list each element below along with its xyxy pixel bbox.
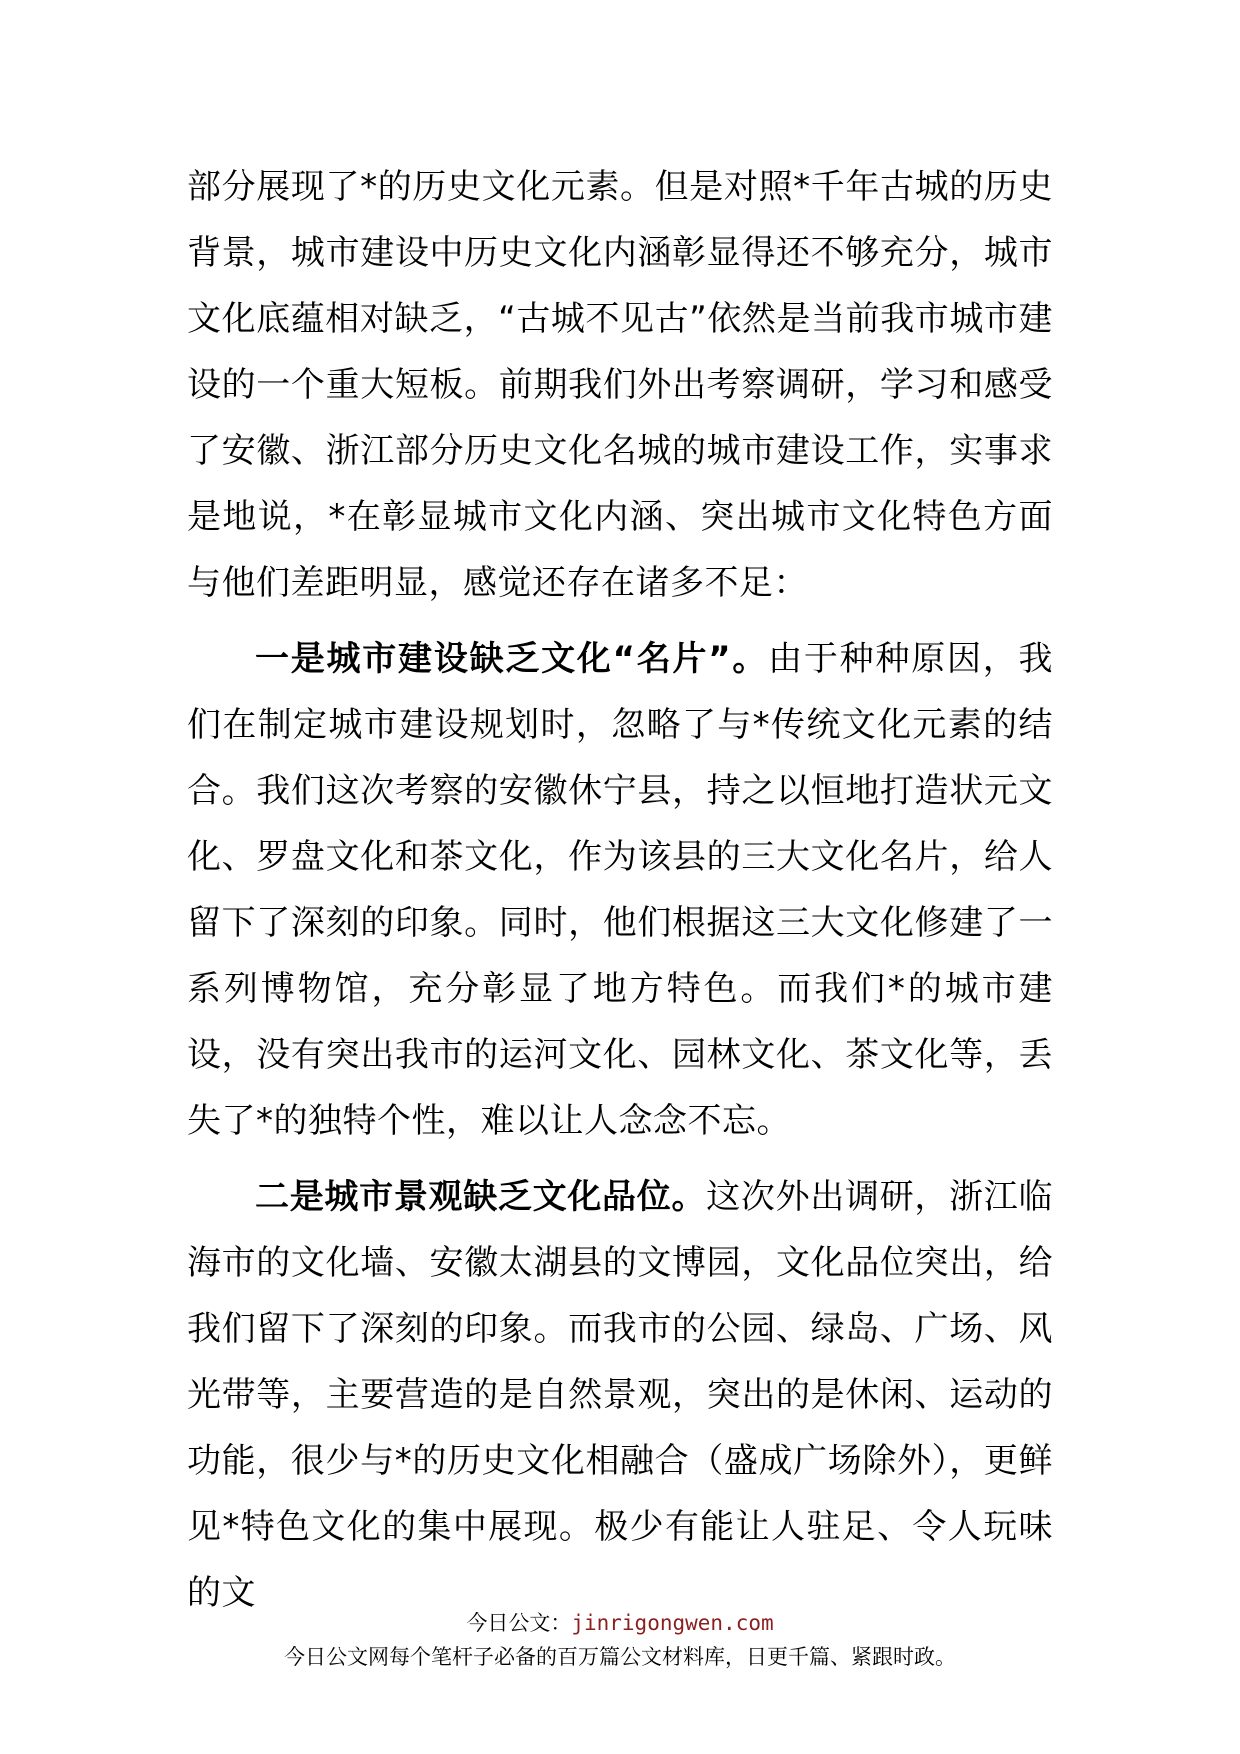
paragraph-lead: 二是城市景观缺乏文化品位。 — [255, 1177, 707, 1217]
footer-site-link[interactable]: jinrigongwen.com — [571, 1611, 774, 1635]
footer-tagline: 今日公文网每个笔杆子必备的百万篇公文材料库，日更千篇、紧跟时政。 — [284, 1645, 956, 1669]
paragraph-point-one — [187, 626, 1053, 1154]
paragraph-intro — [187, 154, 1053, 616]
paragraph-text: 部分展现了*的历史文化元素。但是对照*千年古城的历史背景，城市建设中历史文化内涵彰显得还不够充分，城市文化底蕴相对缺乏，“古城不见古”依然是当前我市城市建设的一个重大短板。前期我们外出考察调研，学习和感受了安徽、浙江部分历史文化名城的城市建设工作，实事求是地说，*在彰显城市文化内涵、突出城市文化特色方面与他们差距明显，感觉还存在诸多不足： — [187, 167, 1053, 603]
paragraph-lead: 一是城市建设缺乏文化“名片”。 — [255, 639, 769, 679]
footer-site-label: 今日公文： — [466, 1611, 572, 1635]
paragraph-point-two — [187, 1164, 1053, 1626]
paragraph-text: 这次外出调研，浙江临海市的文化墙、安徽太湖县的文博园，文化品位突出，给我们留下了深刻的印象。而我市的公园、绿岛、广场、风光带等，主要营造的是自然景观，突出的是休闲、运动的功能，很少与*的历史文化相融合（盛成广场除外），更鲜见*特色文化的集中展现。极少有能让人驻足、令人玩味的文 — [187, 1177, 1054, 1613]
footer-site-line — [0, 1608, 1240, 1638]
paragraph-text: 由于种种原因，我们在制定城市建设规划时，忽略了与*传统文化元素的结合。我们这次考察的安徽休宁县，持之以恒地打造状元文化、罗盘文化和茶文化，作为该县的三大文化名片，给人留下了深刻的印象。同时，他们根据这三大文化修建了一系列博物馆，充分彰显了地方特色。而我们*的城市建设，没有突出我市的运河文化、园林文化、茶文化等，丢失了*的独特个性，难以让人念念不忘。 — [187, 639, 1054, 1141]
document-body — [187, 154, 1053, 1626]
